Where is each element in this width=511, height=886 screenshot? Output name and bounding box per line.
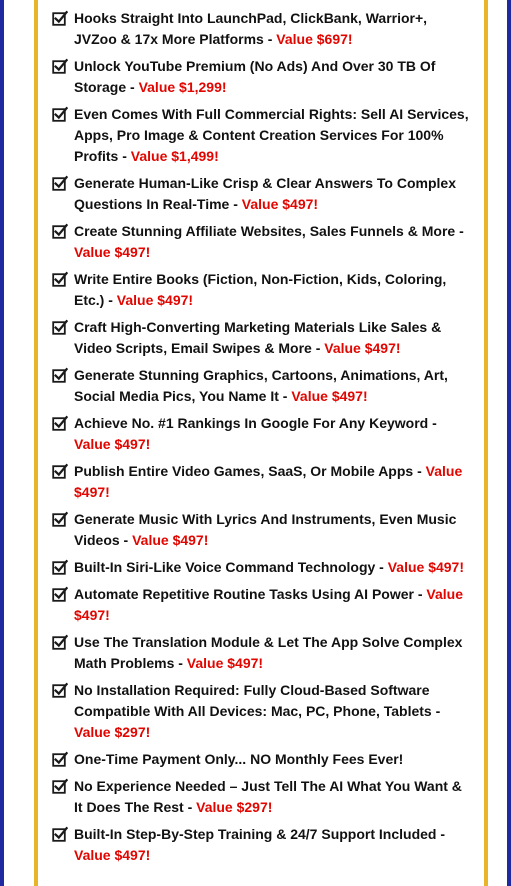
feature-item [52, 557, 472, 578]
feature-text: Even Comes With Full Commercial Rights: Sell AI Services, Apps, Pro Image & Content Creation Services For 100% Profits - [74, 106, 469, 164]
feature-item [52, 749, 472, 770]
feature-value: Value $1,499! [130, 148, 219, 164]
feature-value: Value $497! [291, 388, 368, 404]
checkbox-check-icon [52, 10, 68, 26]
feature-item [52, 632, 472, 674]
feature-text: Built-In Step-By-Step Training & 24/7 Support Included - [74, 826, 446, 842]
checkbox-check-icon [52, 175, 68, 191]
feature-text: Write Entire Books (Fiction, Non-Fiction, Kids, Coloring, Etc.) - [74, 271, 447, 308]
feature-item [52, 173, 472, 215]
feature-item [52, 680, 472, 743]
feature-text: Unlock YouTube Premium (No Ads) And Over 30 TB Of Storage - [74, 58, 436, 95]
feature-value: Value $297! [196, 799, 273, 815]
feature-item [52, 56, 472, 98]
checkbox-check-icon [52, 751, 68, 767]
feature-text: Create Stunning Affiliate Websites, Sales Funnels & More - [74, 223, 464, 239]
feature-text: Built-In Siri-Like Voice Command Technology - [74, 559, 384, 575]
feature-text: Use The Translation Module & Let The App Solve Complex Math Problems - [74, 634, 463, 671]
feature-value: Value $1,299! [138, 79, 227, 95]
feature-item [52, 824, 472, 866]
feature-value: Value $297! [74, 724, 151, 740]
checkbox-check-icon [52, 367, 68, 383]
feature-value: Value $497! [186, 655, 264, 671]
feature-value: Value $497! [74, 244, 151, 260]
feature-text: Generate Music With Lyrics And Instruments, Even Music Videos - [74, 511, 457, 548]
checkbox-check-icon [52, 58, 68, 74]
feature-value: Value $497! [132, 532, 209, 548]
checkbox-check-icon [52, 586, 68, 602]
feature-text: No Installation Required: Fully Cloud-Based Software Compatible With All Devices: Mac, PC, Phone, Tablets - [74, 682, 441, 719]
checkbox-check-icon [52, 106, 68, 122]
feature-text: Publish Entire Video Games, SaaS, Or Mobile Apps - [74, 463, 422, 479]
checkbox-check-icon [52, 463, 68, 479]
feature-item [52, 317, 472, 359]
feature-text: Craft High-Converting Marketing Materials Like Sales & Video Scripts, Email Swipes & More - [74, 319, 442, 356]
feature-text: Achieve No. #1 Rankings In Google For Any Keyword - [74, 415, 437, 431]
feature-text: One-Time Payment Only... NO Monthly Fees Ever! [74, 751, 404, 767]
feature-text: No Experience Needed – Just Tell The AI What You Want & It Does The Rest - [74, 778, 462, 815]
feature-item [52, 365, 472, 407]
checkbox-check-icon [52, 319, 68, 335]
checkbox-check-icon [52, 778, 68, 794]
checkbox-check-icon [52, 223, 68, 239]
feature-item [52, 461, 472, 503]
feature-value: Value $497! [387, 559, 465, 575]
checkbox-check-icon [52, 511, 68, 527]
feature-value: Value $497! [241, 196, 319, 212]
feature-value: Value $497! [74, 463, 463, 500]
feature-item [52, 8, 472, 50]
feature-text: Hooks Straight Into LaunchPad, ClickBank, Warrior+, JVZoo & 17x More Platforms - [74, 10, 428, 47]
feature-item [52, 221, 472, 263]
feature-item [52, 269, 472, 311]
feature-value: Value $497! [74, 847, 151, 863]
feature-value: Value $497! [74, 586, 463, 623]
left-gold-border [34, 0, 38, 886]
feature-text: Automate Repetitive Routine Tasks Using AI Power - [74, 586, 423, 602]
feature-item [52, 413, 472, 455]
feature-value: Value $497! [74, 436, 151, 452]
feature-text: Generate Stunning Graphics, Cartoons, Animations, Art, Social Media Pics, You Name It - [74, 367, 448, 404]
right-gold-border [484, 0, 488, 886]
checkbox-check-icon [52, 826, 68, 842]
feature-item [52, 584, 472, 626]
feature-item [52, 776, 472, 818]
checkbox-check-icon [52, 415, 68, 431]
feature-item [52, 104, 472, 167]
feature-list [52, 8, 472, 872]
right-blue-border [507, 0, 511, 886]
feature-value: Value $697! [276, 31, 353, 47]
checkbox-check-icon [52, 634, 68, 650]
left-blue-border [0, 0, 4, 886]
feature-item [52, 509, 472, 551]
feature-value: Value $497! [324, 340, 401, 356]
feature-value: Value $497! [116, 292, 194, 308]
checkbox-check-icon [52, 682, 68, 698]
checkbox-check-icon [52, 271, 68, 287]
feature-text: Generate Human-Like Crisp & Clear Answers To Complex Questions In Real-Time - [74, 175, 456, 212]
checkbox-check-icon [52, 559, 68, 575]
